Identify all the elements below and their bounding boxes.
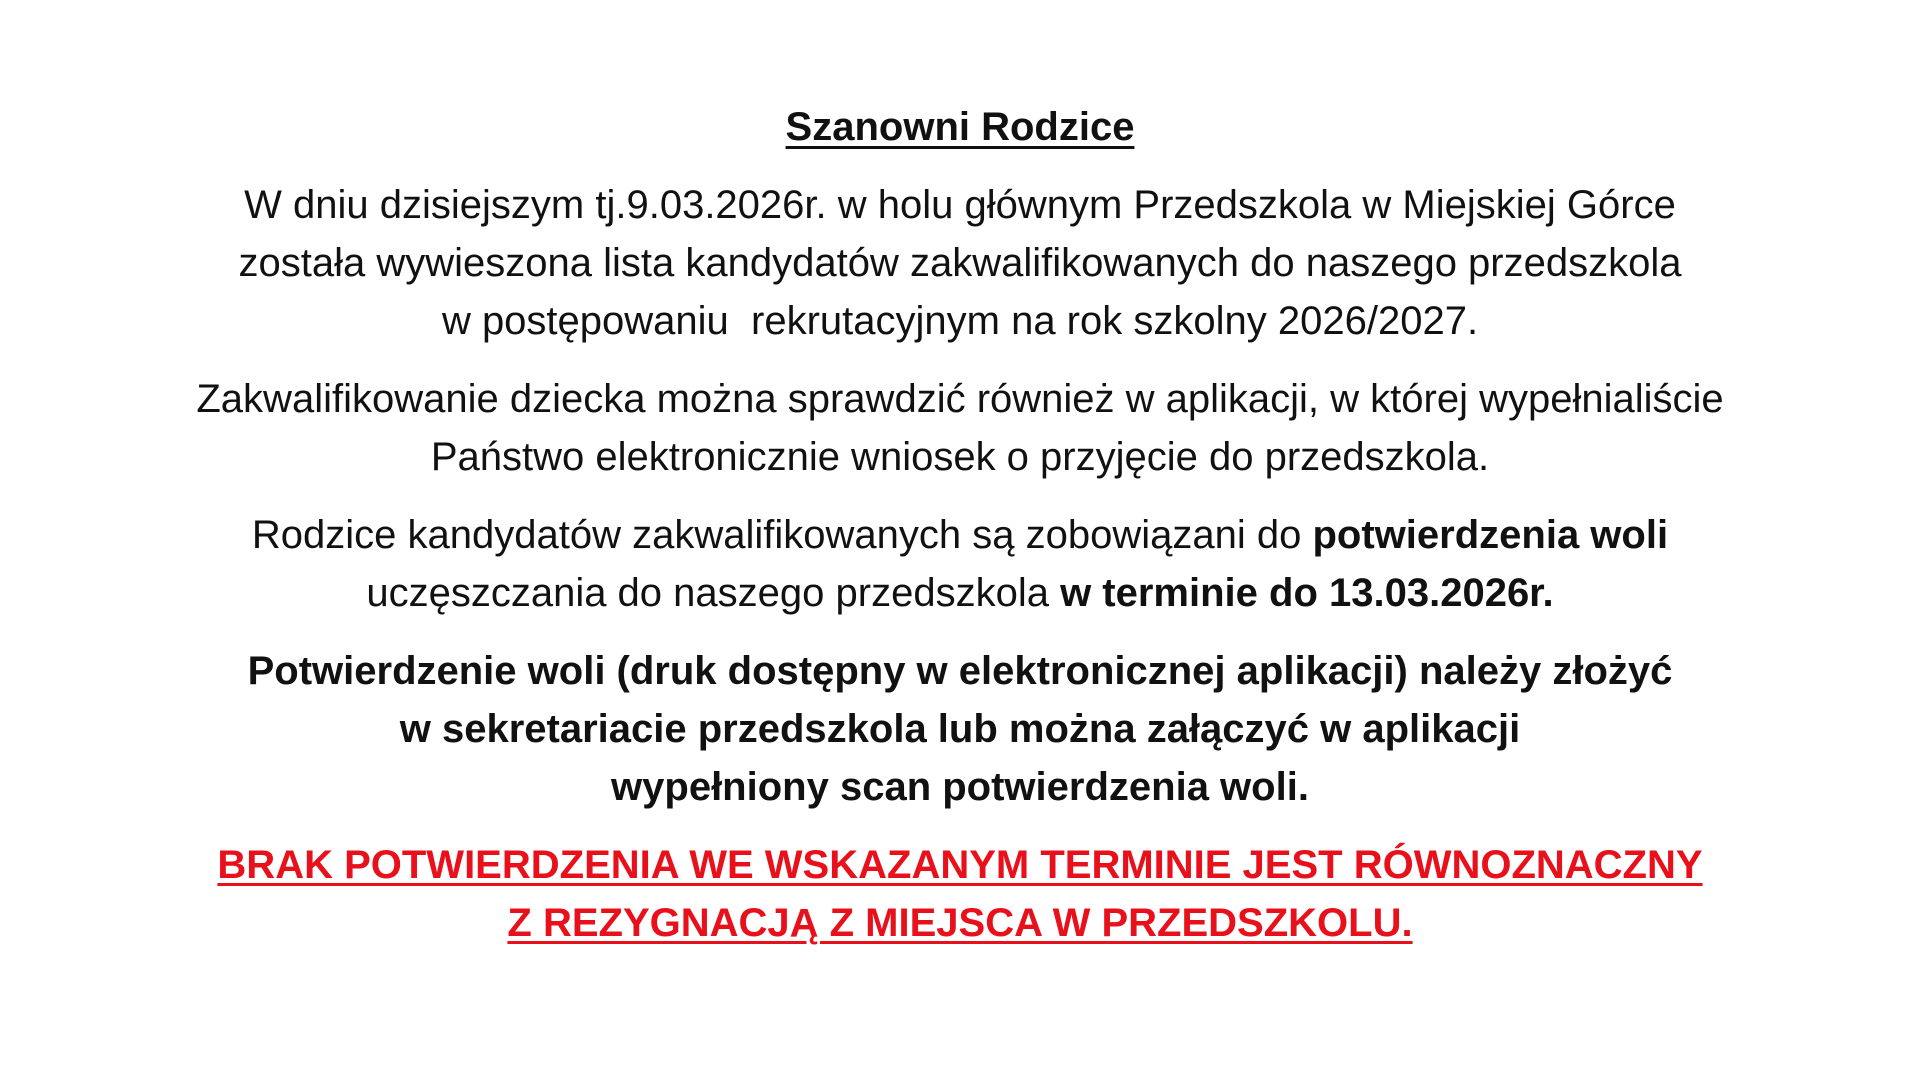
notice-title: Szanowni Rodzice xyxy=(785,105,1135,149)
announcement-line-3: w postępowaniu rekrutacyjnym na rok szkolny 2026/2027. xyxy=(441,299,1479,343)
app-check-line-1: Zakwalifikowanie dziecka można sprawdzić również w aplikacji, w której wypełnialiście xyxy=(196,377,1724,421)
obligation-emphasis: potwierdzenia woli xyxy=(1312,513,1669,557)
submission-line-2: w sekretariacie przedszkola lub można załączyć w aplikacji xyxy=(399,707,1521,751)
deadline-emphasis: w terminie do 13.03.2026r. xyxy=(1060,571,1554,615)
app-check-line-2: Państwo elektronicznie wniosek o przyjęcie do przedszkola. xyxy=(430,435,1490,479)
obligation-text: Rodzice kandydatów zakwalifikowanych są zobowiązani do xyxy=(251,513,1313,557)
warning-line-2: Z REZYGNACJĄ Z MIEJSCA W PRZEDSZKOLU. xyxy=(507,901,1413,945)
obligation-text-2: uczęszczania do naszego przedszkola xyxy=(366,571,1061,615)
obligation-line-2 xyxy=(0,568,1920,618)
submission-line-1: Potwierdzenie woli (druk dostępny w elektronicznej aplikacji) należy złożyć xyxy=(247,649,1673,693)
announcement-line-1: W dniu dzisiejszym tj.9.03.2026r. w holu głównym Przedszkola w Miejskiej Górce xyxy=(244,183,1676,227)
obligation-line-1 xyxy=(0,510,1920,560)
submission-line-3: wypełniony scan potwierdzenia woli. xyxy=(611,765,1309,809)
announcement-line-2: została wywieszona lista kandydatów zakwalifikowanych do naszego przedszkola xyxy=(238,241,1682,285)
warning-line-1: BRAK POTWIERDZENIA WE WSKAZANYM TERMINIE JEST RÓWNOZNACZNY xyxy=(217,843,1703,887)
